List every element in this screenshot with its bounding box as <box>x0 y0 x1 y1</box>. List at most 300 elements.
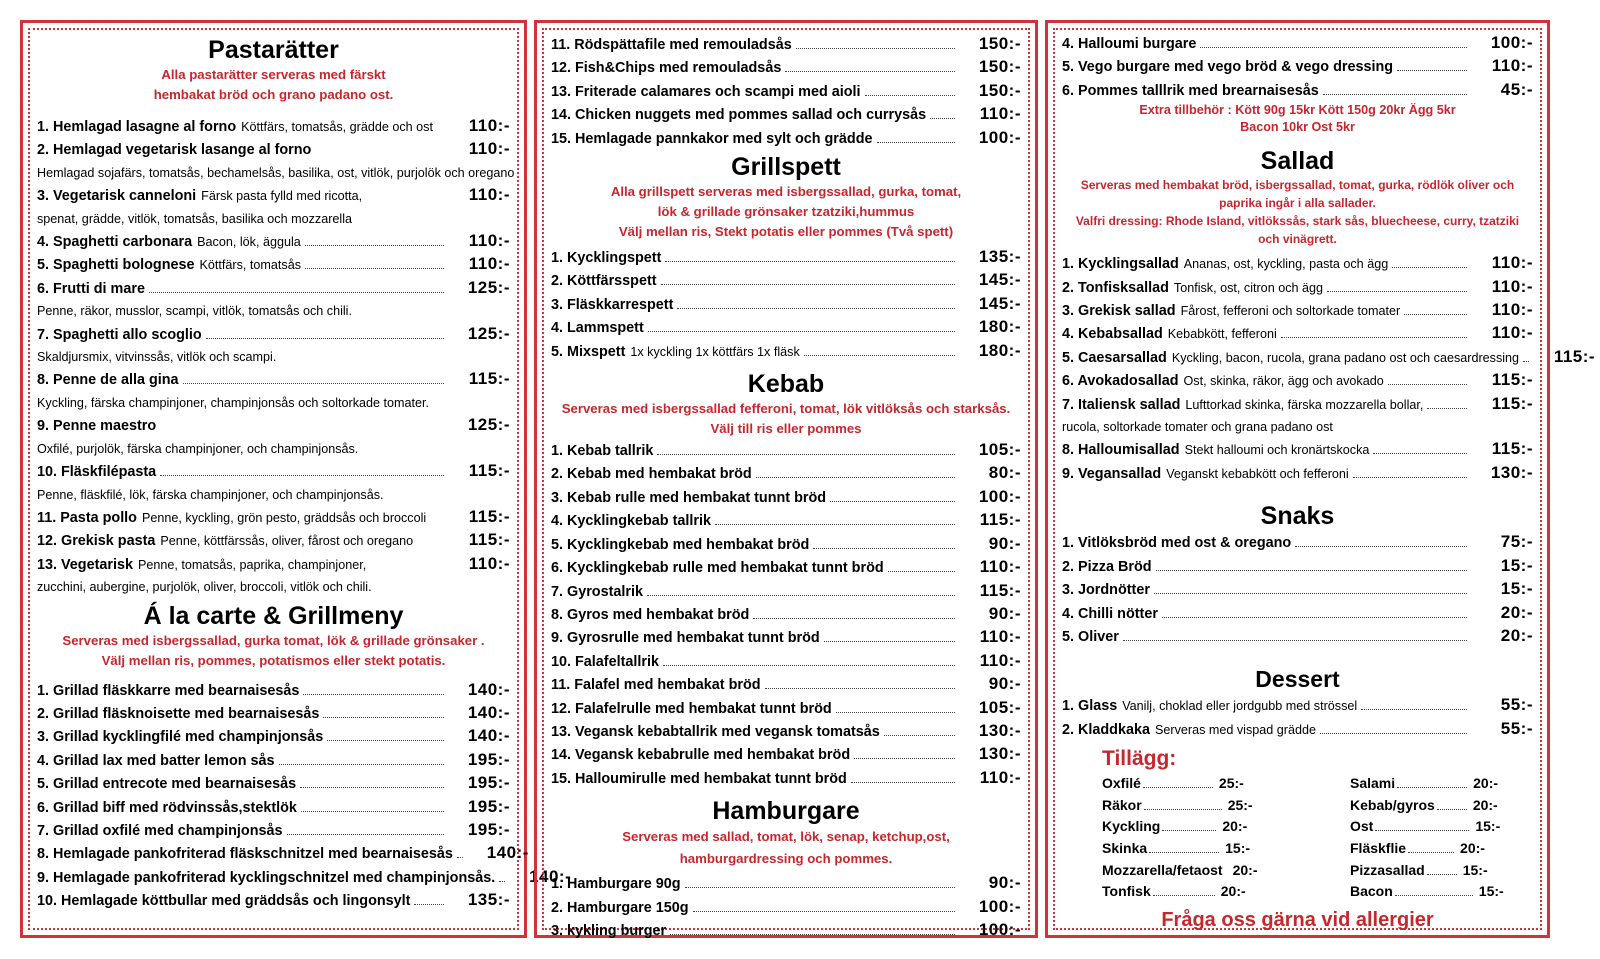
menu-item <box>37 368 510 391</box>
item-name: 7. Spaghetti allo scoglio <box>37 326 202 343</box>
dot-leader <box>693 911 955 912</box>
dot-leader <box>1143 787 1213 788</box>
item-description-line: Hemlagad sojafärs, tomatsås, bechamelsås, basilika, ost, vitlök, purjolök och oregano <box>37 165 515 180</box>
dot-leader <box>1156 570 1467 571</box>
item-name: 10. Hemlagade köttbullar med gräddsås och lingonsylt <box>37 893 411 910</box>
menu-item <box>37 553 510 576</box>
item-description-line: Skaldjursmix, vitvinssås, vitlök och scampi. <box>37 350 277 365</box>
item-price: 125:- <box>467 323 510 343</box>
menu-item <box>37 184 510 207</box>
dot-leader <box>854 758 955 759</box>
item-price: 110:- <box>468 553 510 573</box>
item-name: 3. kykling burger <box>551 922 667 939</box>
dot-leader <box>1397 70 1467 71</box>
item-name: 11. Falafel med hembakat bröd <box>551 677 761 694</box>
menu-item <box>551 626 1021 649</box>
item-price: 130:- <box>1490 462 1533 482</box>
item-description-line: zucchini, aubergine, purjolök, oliver, broccoli, vitlök och chili. <box>37 580 372 595</box>
tillagg-right <box>1350 773 1580 903</box>
dot-leader <box>1427 408 1467 409</box>
seafood-list <box>551 33 1021 150</box>
menu-item <box>551 556 1021 579</box>
dot-leader <box>1281 337 1467 338</box>
addon-name: Mozzarella/fetaost <box>1102 861 1223 878</box>
dot-leader <box>1320 733 1467 734</box>
item-name: 2. Köttfärsspett <box>551 273 657 290</box>
dot-leader <box>1144 809 1222 810</box>
menu-item <box>1062 276 1533 299</box>
item-price: 115:- <box>1491 370 1533 390</box>
dot-leader <box>765 688 955 689</box>
dot-leader <box>824 641 955 642</box>
item-price: 100:- <box>1490 33 1533 52</box>
item-description: Färsk pasta fylld med ricotta, <box>201 189 363 204</box>
dot-leader <box>1123 640 1467 641</box>
allergy-note: Fråga oss gärna vid allergier <box>1161 908 1434 931</box>
alacarte-list <box>37 679 572 913</box>
sallad-list <box>1062 252 1596 485</box>
dot-leader <box>865 95 955 96</box>
menu-item <box>1062 694 1533 717</box>
item-price: 180:- <box>978 317 1021 337</box>
menu-item <box>551 650 1021 673</box>
item-price: 115:- <box>979 580 1021 600</box>
dot-leader <box>665 261 955 262</box>
item-price: 90:- <box>988 603 1021 623</box>
menu-item <box>1062 299 1533 322</box>
item-price: 110:- <box>468 139 510 159</box>
addon-price: 15:- <box>1475 818 1501 835</box>
item-name: 6. Grillad biff med rödvinssås,stektlök <box>37 799 297 816</box>
menu-item <box>1062 322 1533 345</box>
item-price: 15:- <box>1500 555 1533 575</box>
item-price: 100:- <box>978 127 1021 147</box>
dot-leader <box>661 284 955 285</box>
item-price: 180:- <box>978 340 1021 360</box>
addon-item <box>1350 881 1580 903</box>
addon-name: Kebab/gyros <box>1350 796 1435 813</box>
item-description: 1x kyckling 1x köttfärs 1x fläsk <box>630 344 800 359</box>
menu-item <box>1062 438 1533 461</box>
item-name: 4. Kebabsallad <box>1062 326 1163 343</box>
item-price: 105:- <box>978 697 1021 717</box>
item-name: 9. Penne maestro <box>37 418 157 435</box>
dot-leader <box>785 71 955 72</box>
item-name: 9. Gyrosrulle med hembakat tunnt bröd <box>551 630 820 647</box>
menu-item <box>551 462 1021 485</box>
kebab-title: Kebab <box>747 370 825 399</box>
dot-leader <box>1162 617 1467 618</box>
dot-leader <box>300 787 444 788</box>
addon-name: Fläskflie <box>1350 839 1407 856</box>
item-price: 140:- <box>467 679 510 699</box>
item-price: 110:- <box>1491 56 1533 76</box>
item-description: Köttfärs, tomatsås <box>199 258 302 273</box>
dot-leader <box>457 857 463 858</box>
item-description: Tonfisk, ost, citron och ägg <box>1173 280 1324 295</box>
item-price: 100:- <box>978 919 1021 939</box>
menu-item <box>1062 32 1533 55</box>
addon-price: 20:- <box>1473 775 1499 792</box>
alacarte-subtitle: Serveras med isbergssallad, gurka tomat, lök & grillade grönsaker . Välj mellan ris, pommes, potatismos eller stekt potatis. <box>62 632 485 668</box>
dot-leader <box>796 48 955 49</box>
item-price: 110:- <box>979 557 1021 577</box>
addon-price: 20:- <box>1220 883 1246 900</box>
item-description: Serveras med vispad grädde <box>1155 722 1317 737</box>
menu-item <box>1062 718 1533 741</box>
addon-price: 20:- <box>1232 861 1258 878</box>
item-name: 10. Falafeltallrik <box>551 653 659 670</box>
item-name: 1. Grillad fläskkarre med bearnaisesås <box>37 682 300 699</box>
item-name: 4. Chilli nötter <box>1062 605 1158 622</box>
item-price: 55:- <box>1500 718 1533 738</box>
menu-item <box>551 509 1021 532</box>
addon-item <box>1102 773 1332 795</box>
addon-item <box>1102 860 1332 882</box>
menu-item <box>37 889 510 912</box>
dot-leader <box>884 735 955 736</box>
item-price: 130:- <box>978 744 1021 764</box>
menu-item <box>37 749 510 772</box>
item-name: 5. Grillad entrecote med bearnaisesås <box>37 776 297 793</box>
addon-price: 25:- <box>1218 775 1244 792</box>
dot-leader <box>677 308 955 309</box>
menu-item <box>1062 79 1533 102</box>
item-name: 10. Fläskfilépasta <box>37 464 157 481</box>
dot-leader <box>663 665 955 666</box>
dot-leader <box>657 454 955 455</box>
sallad-subtitle: Serveras med hembakat bröd, isbergssallad, tomat, gurka, rödlök oliver och paprika ingår i alla sallader. Valfri dressing: Rhode Island, vitlökssås, stark sås, bluecheese, curry, tzatziki och vinägrett. <box>1075 178 1520 247</box>
menu-item <box>37 460 510 483</box>
dot-leader <box>877 142 956 143</box>
pasta-list <box>37 115 515 599</box>
menu-item <box>37 506 510 529</box>
item-name: 2. Pizza Bröd <box>1062 558 1152 575</box>
addon-price: 15:- <box>1462 861 1488 878</box>
grillspett-list <box>551 246 1021 363</box>
sallad-title: Sallad <box>1260 147 1335 176</box>
item-name: 15. Halloumirulle med hembakat tunnt bröd <box>551 770 847 787</box>
item-price: 150:- <box>978 34 1021 53</box>
item-price: 135:- <box>978 247 1021 267</box>
item-price: 130:- <box>978 720 1021 740</box>
addon-name: Oxfilé <box>1102 775 1141 792</box>
menu-item <box>37 702 510 725</box>
menu-item <box>551 673 1021 696</box>
item-price: 110:- <box>979 627 1021 647</box>
item-price: 105:- <box>978 440 1021 460</box>
item-name: 8. Penne de alla gina <box>37 372 179 389</box>
item-name: 5. Vego burgare med vego bröd & vego dressing <box>1062 59 1394 76</box>
dot-leader <box>279 764 444 765</box>
menu-item <box>37 725 510 748</box>
item-description: Vanilj, choklad eller jordgubb med strössel <box>1122 699 1358 714</box>
menu-item <box>551 269 1021 292</box>
menu-item <box>551 316 1021 339</box>
item-description-line: Oxfilé, purjolök, färska champinjoner, och champinjonsås. <box>37 441 359 456</box>
menu-item <box>551 127 1021 150</box>
item-name: 7. Gyrostalrik <box>551 583 643 600</box>
dot-leader <box>1427 874 1457 875</box>
menu-item <box>551 340 1021 363</box>
menu-item <box>37 253 510 276</box>
dot-leader <box>183 383 444 384</box>
item-name: 3. Grillad kycklingfilé med champinjonsås <box>37 729 324 746</box>
item-name: 13. Vegansk kebabtallrik med vegansk tomatsås <box>551 723 880 740</box>
addon-price: 15:- <box>1225 839 1251 856</box>
item-price: 195:- <box>467 796 510 816</box>
item-price: 115:- <box>468 506 510 526</box>
item-price: 150:- <box>978 80 1021 100</box>
item-price: 110:- <box>979 767 1021 787</box>
hamburgare-title: Hamburgare <box>712 797 860 826</box>
item-name: 3. Grekisk sallad <box>1062 303 1176 320</box>
item-name: 4. Spaghetti carbonara <box>37 234 193 251</box>
menu-item <box>551 293 1021 316</box>
menu-item <box>551 103 1021 126</box>
item-price: 110:- <box>1491 323 1533 343</box>
menu-item <box>1062 531 1533 554</box>
menu-item <box>551 533 1021 556</box>
item-description: Bacon, lök, äggula <box>197 235 301 250</box>
addon-item <box>1350 838 1580 860</box>
menu-item <box>37 138 510 161</box>
dot-leader <box>1154 593 1467 594</box>
menu-item <box>551 743 1021 766</box>
grillspett-subtitle: Alla grillspett serveras med isbergssallad, gurka, tomat, lök & grillade grönsaker tzatziki,hummus Välj mellan ris, Stekt potatis eller pommes (Två spett) <box>610 184 962 240</box>
item-name: 14. Chicken nuggets med pommes sallad och currysås <box>551 107 927 124</box>
dot-leader <box>323 717 444 718</box>
item-name: 4. Kycklingkebab tallrik <box>551 513 711 530</box>
dot-leader <box>930 118 955 119</box>
item-price: 80:- <box>988 463 1021 483</box>
item-price: 115:- <box>1491 393 1533 413</box>
dot-leader <box>301 811 444 812</box>
item-name: 5. Spaghetti bolognese <box>37 257 195 274</box>
menu-panel-middle <box>534 20 1038 938</box>
dot-leader <box>1295 546 1467 547</box>
dot-leader <box>1437 809 1467 810</box>
menu-item <box>37 230 510 253</box>
item-price: 195:- <box>467 749 510 769</box>
menu-item <box>551 439 1021 462</box>
item-name: 2. Grillad fläsknoisette med bearnaisesås <box>37 705 320 722</box>
item-name: 13. Friterade calamares och scampi med aioli <box>551 83 861 100</box>
dot-leader <box>305 245 444 246</box>
item-price: 195:- <box>467 819 510 839</box>
addon-item <box>1102 816 1332 838</box>
item-name: 2. Hemlagad vegetarisk lasange al forno <box>37 142 312 159</box>
item-description: Kebabkött, fefferoni <box>1167 327 1277 342</box>
item-price: 115:- <box>1553 346 1596 366</box>
extra-tillbehor: Extra tillbehör : Kött 90g 15kr Kött 150g 20kr Ägg 5kr Bacon 10kr Ost 5kr <box>1139 103 1456 135</box>
item-name: 5. Oliver <box>1062 628 1119 645</box>
item-description-line: Penne, räkor, musslor, scampi, vitlök, tomatsås och chili. <box>37 304 352 319</box>
item-name: 11. Rödspättafile med remouladsås <box>551 37 792 53</box>
menu-item <box>551 580 1021 603</box>
item-name: 5. Mixspett <box>551 343 626 360</box>
dot-leader <box>1353 477 1467 478</box>
item-description: Köttfärs, tomatsås, grädde och ost <box>241 120 433 134</box>
tillagg-title: Tillägg: <box>1102 747 1177 771</box>
menu-item <box>551 872 1021 895</box>
dot-leader <box>1404 314 1467 315</box>
addon-name: Räkor <box>1102 796 1142 813</box>
menu-item <box>37 796 510 819</box>
item-name: 4. Grillad lax med batter lemon sås <box>37 752 275 769</box>
item-name: 13. Vegetarisk <box>37 556 134 573</box>
item-description-line: Penne, fläskfilé, lök, färska champinjoner, och champinjonsås. <box>37 487 384 502</box>
item-price: 110:- <box>468 231 510 251</box>
item-price: 110:- <box>468 116 510 135</box>
menu-item <box>1062 252 1533 275</box>
item-name: 7. Grillad oxfilé med champinjonsås <box>37 822 283 839</box>
dessert-title: Dessert <box>1255 666 1340 693</box>
addon-name: Salami <box>1350 775 1396 792</box>
menu-item <box>37 679 510 702</box>
dot-leader <box>1388 384 1467 385</box>
item-price: 110:- <box>468 254 510 274</box>
item-price: 110:- <box>1491 300 1533 320</box>
addon-name: Bacon <box>1350 883 1393 900</box>
menu-item <box>551 246 1021 269</box>
menu-item <box>37 842 529 865</box>
item-name: 2. Hamburgare 150g <box>551 899 689 916</box>
item-description: Ost, skinka, räkor, ägg och avokado <box>1183 374 1384 389</box>
dot-leader <box>830 501 955 502</box>
addon-price: 25:- <box>1227 796 1253 813</box>
addon-item <box>1102 795 1332 817</box>
item-name: 3. Kebab rulle med hembakat tunnt bröd <box>551 489 827 506</box>
item-price: 110:- <box>1491 253 1533 273</box>
menu-item <box>1062 555 1533 578</box>
menu-item <box>1062 462 1533 485</box>
item-description-line: Kyckling, färska champinjoner, champinjonsås och soltorkade tomater. <box>37 395 430 410</box>
grillspett-title: Grillspett <box>731 153 841 182</box>
dot-leader <box>670 934 955 935</box>
hamburgare-subtitle: Serveras med sallad, tomat, lök, senap, ketchup,ost, hamburgardressing och pommes. <box>622 829 950 867</box>
menu-item <box>37 529 510 552</box>
menu-item <box>551 896 1021 919</box>
menu-item <box>37 115 510 138</box>
item-name: 8. Hemlagade pankofriterad fläskschnitzel med bearnaisesås <box>37 846 453 863</box>
item-price: 90:- <box>988 873 1021 893</box>
dot-leader <box>1200 47 1467 48</box>
dot-leader <box>1408 852 1454 853</box>
item-name: 1. Hemlagad lasagne al forno <box>37 119 237 135</box>
dot-leader <box>715 524 955 525</box>
item-price: 75:- <box>1500 532 1533 552</box>
item-name: 2. Kebab med hembakat bröd <box>551 466 752 483</box>
item-description: Lufttorkad skinka, färska mozzarella bollar, <box>1185 397 1424 412</box>
addon-price: 20:- <box>1460 839 1485 856</box>
dot-leader <box>206 338 444 339</box>
dot-leader <box>303 694 444 695</box>
menu-item <box>1062 602 1533 625</box>
item-price: 125:- <box>467 277 510 297</box>
item-price: 110:- <box>468 185 510 205</box>
dot-leader <box>149 292 444 293</box>
menu-item <box>1062 369 1533 392</box>
addon-name: Kyckling <box>1102 818 1161 835</box>
item-name: 12. Falafelrulle med hembakat tunnt bröd <box>551 700 832 717</box>
snaks-list <box>1062 531 1533 648</box>
item-price: 55:- <box>1500 695 1533 715</box>
item-description: Fårost, fefferoni och soltorkade tomater <box>1180 304 1401 319</box>
item-price: 115:- <box>1491 439 1533 459</box>
item-price: 150:- <box>978 57 1021 77</box>
menu-item <box>37 772 510 795</box>
item-name: 12. Fish&Chips med remouladsås <box>551 60 782 77</box>
dot-leader <box>685 887 955 888</box>
item-price: 115:- <box>468 369 510 389</box>
item-price: 145:- <box>978 270 1021 290</box>
dot-leader <box>756 477 955 478</box>
menu-item <box>37 414 510 437</box>
addon-name: Skinka <box>1102 839 1148 856</box>
dot-leader <box>804 355 955 356</box>
item-price: 110:- <box>979 650 1021 670</box>
addon-item <box>1350 773 1580 795</box>
item-name: 15. Hemlagade pannkakor med sylt och grädde <box>551 130 873 147</box>
kebab-subtitle: Serveras med isbergssallad fefferoni, tomat, lök vitlöksås och starksås. Välj till ris eller pommes <box>561 401 1011 437</box>
menu-item <box>551 767 1021 790</box>
item-name: 4. Lammspett <box>551 320 644 337</box>
item-name: 5. Caesarsallad <box>1062 349 1167 366</box>
item-name: 6. Avokadosallad <box>1062 373 1179 390</box>
item-price: 140:- <box>486 843 529 863</box>
menu-item <box>1062 625 1533 648</box>
item-name: 3. Vegetarisk canneloni <box>37 188 197 205</box>
dot-leader <box>1375 830 1469 831</box>
menu-panel-left <box>20 20 572 938</box>
menu-item <box>1062 578 1533 601</box>
dot-leader <box>648 331 955 332</box>
dot-leader <box>1153 895 1215 896</box>
menu-item <box>37 819 510 842</box>
tillagg-grid <box>1102 773 1533 903</box>
item-name: 6. Pommes talllrik med brearnaisesås <box>1062 82 1319 99</box>
dot-leader <box>287 834 444 835</box>
item-name: 9. Vegansallad <box>1062 465 1162 482</box>
tillagg-left <box>1102 773 1332 903</box>
dot-leader <box>888 571 955 572</box>
item-name: 11. Pasta pollo <box>37 509 137 526</box>
addon-item <box>1350 795 1580 817</box>
dot-leader <box>1149 852 1219 853</box>
menu-item <box>551 720 1021 743</box>
item-name: 12. Grekisk pasta <box>37 533 156 550</box>
item-price: 100:- <box>978 896 1021 916</box>
addon-name: Ost <box>1350 818 1374 835</box>
item-name: 1. Kycklingsallad <box>1062 256 1179 273</box>
dot-leader <box>1392 267 1467 268</box>
item-price: 100:- <box>978 486 1021 506</box>
dot-leader <box>813 548 955 549</box>
menu-item <box>551 33 1021 56</box>
item-description-line: rucola, soltorkade tomater och grana padano ost <box>1062 420 1333 435</box>
dot-leader <box>753 618 955 619</box>
menu-item <box>551 80 1021 103</box>
dot-leader <box>647 595 955 596</box>
dot-leader <box>305 268 444 269</box>
item-price: 195:- <box>467 773 510 793</box>
item-description: Kyckling, bacon, rucola, grana padano ost och caesardressing <box>1171 350 1520 365</box>
menu-item <box>551 919 1021 942</box>
dot-leader <box>1327 291 1467 292</box>
item-name: 6. Kycklingkebab rulle med hembakat tunnt bröd <box>551 560 884 577</box>
addon-name: Pizzasallad <box>1350 861 1425 878</box>
